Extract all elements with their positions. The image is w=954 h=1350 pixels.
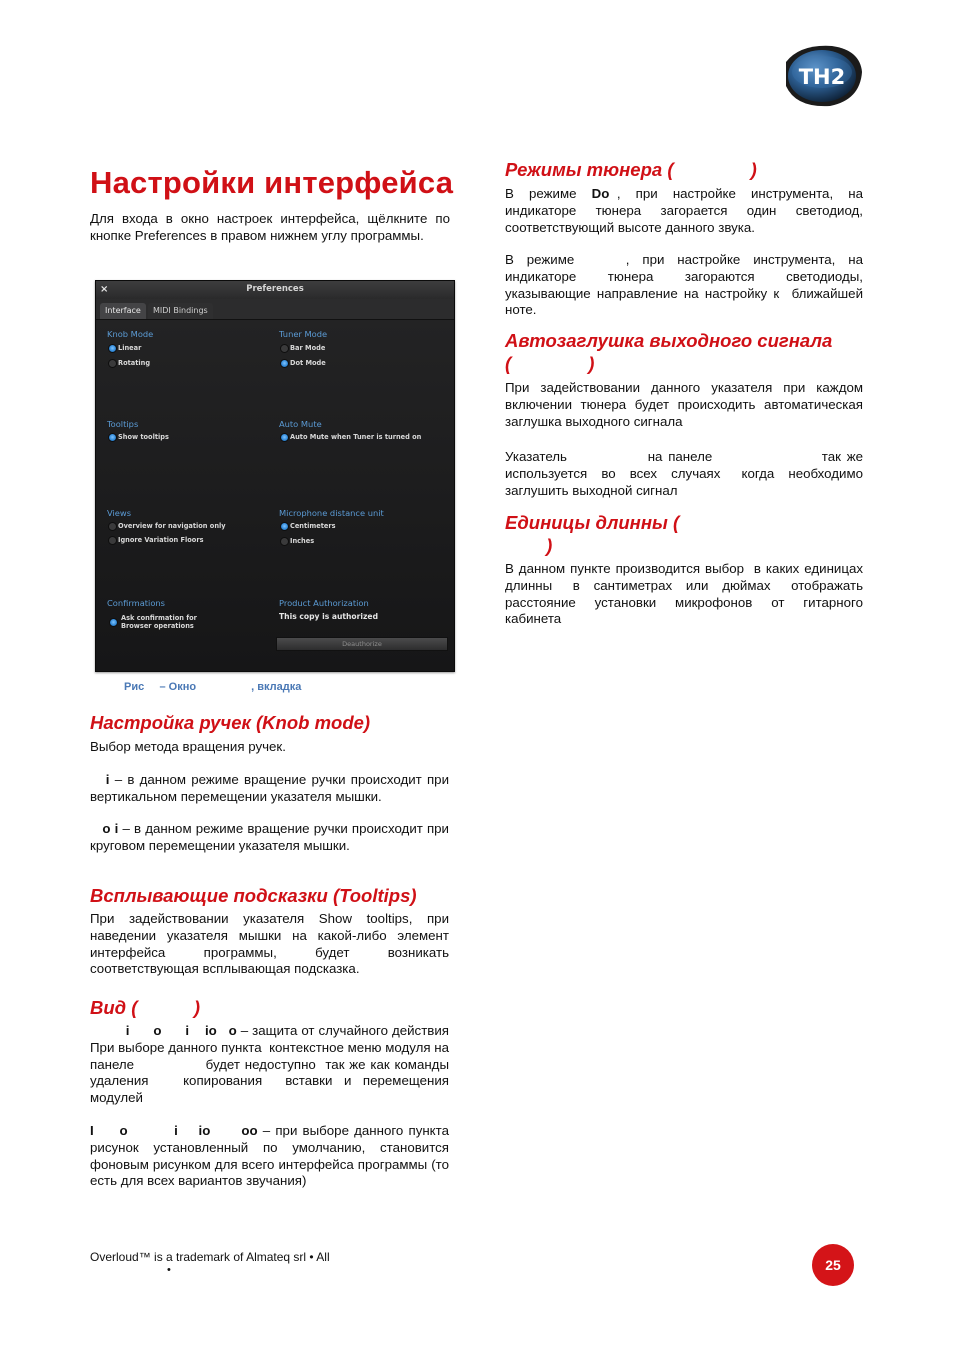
- tuner-modes-title: Режимы тюнера ( ): [505, 159, 757, 180]
- views-term-2: I o i io oo: [90, 1123, 258, 1138]
- centimeters-label: Centimeters: [290, 522, 336, 530]
- tuner-dot-term: Do: [591, 186, 610, 201]
- automute-desc-1: При задействовании данного указателя при каждом включении тюнера будет происходить автоматическая заглушка выходного сигнала: [505, 380, 863, 429]
- views-text-2: – при выборе данного пункта рисунок установленный по умолчанию, становится фоновым рисунком для всего интерфейса программы (то есть для всех вариантов звучания): [90, 1123, 453, 1189]
- knob-rotating-label: Rotating: [118, 359, 151, 367]
- knob-mode-lead: Выбор метода вращения ручек.: [90, 739, 286, 754]
- auth-status: This copy is authorized: [279, 612, 379, 621]
- page-number-badge: 25: [812, 1244, 854, 1286]
- tooltips-heading: Tooltips: [107, 419, 139, 429]
- ask-confirmation-label-1: Ask confirmation for: [121, 614, 197, 622]
- knob-linear-desc: [90, 772, 449, 806]
- th2-logo: [780, 42, 864, 110]
- tooltips-title: Всплывающие подсказки (Tooltips): [90, 885, 417, 906]
- show-tooltips-label: Show tooltips: [118, 433, 169, 441]
- inches-label: Inches: [290, 537, 315, 545]
- confirmations-heading: Confirmations: [107, 598, 166, 608]
- tuner-mode-heading: Tuner Mode: [279, 329, 328, 339]
- tuner-bar-radio[interactable]: [280, 344, 289, 353]
- close-icon[interactable]: ×: [100, 284, 109, 295]
- caption-part-tab: , вкладка: [251, 681, 302, 693]
- mic-unit-heading: Microphone distance unit: [279, 508, 384, 518]
- product-auth-heading: Product Authorization: [279, 598, 369, 608]
- tuner-dot-text-b: , при настройке инструмента, на индикаторе тюнера загорается один светодиод, соответствующий высоте данного звука.: [505, 186, 867, 235]
- automute-desc-2: Указатель на панеле так же используется во всех случаях когда необходимо заглушить выходной сигнал: [505, 449, 867, 498]
- show-tooltips-radio[interactable]: [108, 433, 117, 442]
- knob-mode-heading: Knob Mode: [107, 329, 154, 339]
- tuner-dot-radio[interactable]: [280, 359, 289, 368]
- units-title-1: Единицы длинны (: [505, 512, 680, 533]
- caption-part-fig: Рис: [124, 681, 145, 693]
- caption-part-window: – Окно: [159, 681, 197, 693]
- preferences-content: [96, 320, 454, 671]
- units-title-2: ): [505, 535, 553, 556]
- automute-title-1: Автозаглушка выходного сигнала: [505, 330, 833, 351]
- knob-linear-text: – в данном режиме вращение ручки происходит при вертикальном перемещении указателя мышки.: [90, 772, 449, 804]
- knob-linear-radio[interactable]: [108, 344, 117, 353]
- knob-rotating-text: – в данном режиме вращение ручки происходит при круговом перемещении указателя мышки.: [90, 821, 449, 853]
- overview-nav-radio[interactable]: [108, 522, 117, 531]
- auto-mute-label: Auto Mute when Tuner is turned on: [290, 433, 422, 441]
- inches-radio[interactable]: [280, 537, 289, 546]
- views-title: Вид ( ): [90, 997, 201, 1018]
- knob-linear-label: Linear: [118, 344, 142, 352]
- ignore-floors-label: Ignore Variation Floors: [118, 536, 204, 544]
- units-desc: В данном пункте производится выбор в каких единицах длинны в сантиметрах или дюймах отображать расстояние установки микрофонов от гитарного кабинета: [505, 561, 867, 627]
- knob-rotating-desc: [90, 821, 449, 855]
- figure-caption: [124, 681, 301, 693]
- window-titlebar: [96, 281, 454, 299]
- ignore-floors-radio[interactable]: [108, 536, 117, 545]
- views-heading: Views: [107, 508, 132, 518]
- deauthorize-button[interactable]: Deauthorize: [276, 637, 448, 651]
- views-desc-1: [90, 1023, 457, 1107]
- tooltips-text: При задействовании указателя Show tooltips, при наведении указателя мышки на какой-либо элемент интерфейса программы, будет возникать соответствующая всплывающая подсказка.: [90, 911, 449, 977]
- footer-trademark: Overloud™ is a trademark of Almateq srl • All: [90, 1250, 330, 1264]
- ask-confirmation-radio[interactable]: [109, 618, 118, 627]
- page-title: Настройки интерфейса: [90, 165, 454, 200]
- views-desc-2: [90, 1123, 453, 1190]
- knob-mode-title: Настройка ручек (Knob mode): [90, 712, 371, 733]
- logo-text: TH2: [798, 65, 846, 89]
- views-text-1: – защита от случайного действия При выборе данного пункта контекстное меню модуля на панеле будет недоступно так же как команды удаления копирования вставки и перемещения модулей: [90, 1023, 457, 1106]
- tuner-dot-label: Dot Mode: [290, 359, 326, 367]
- auto-mute-heading: Auto Mute: [279, 419, 322, 429]
- knob-rotating-radio[interactable]: [108, 359, 117, 368]
- tuner-dot-text-a: В режиме: [505, 186, 592, 201]
- overview-nav-label: Overview for navigation only: [118, 522, 226, 530]
- footer-bullet: •: [167, 1264, 171, 1276]
- views-term-1: i o i io o: [125, 1023, 237, 1038]
- ask-confirmation-label-2: Browser operations: [121, 622, 194, 630]
- auto-mute-radio[interactable]: [280, 433, 289, 442]
- tuner-dot-desc: [505, 186, 867, 236]
- tuner-bar-label: Bar Mode: [290, 344, 326, 352]
- automute-title-2: ( ): [505, 353, 595, 374]
- window-title: Preferences: [246, 284, 304, 294]
- knob-rotating-term: o i: [102, 821, 119, 836]
- tab-bar: [96, 299, 454, 320]
- knob-linear-term: i: [105, 772, 110, 787]
- intro-text: Для входа в окно настроек интерфейса, щёлкните по кнопке Preferences в правом нижнем углу программы.: [90, 211, 450, 243]
- tuner-bar-desc: В режиме , при настройке инструмента, на индикаторе тюнера загораются светодиоды, указывающие направление на настройку к ближайшей ноте.: [505, 252, 867, 318]
- preferences-window: [95, 280, 455, 672]
- tab-midi-bindings[interactable]: MIDI Bindings: [148, 303, 213, 319]
- centimeters-radio[interactable]: [280, 522, 289, 531]
- tab-interface[interactable]: Interface: [100, 303, 146, 319]
